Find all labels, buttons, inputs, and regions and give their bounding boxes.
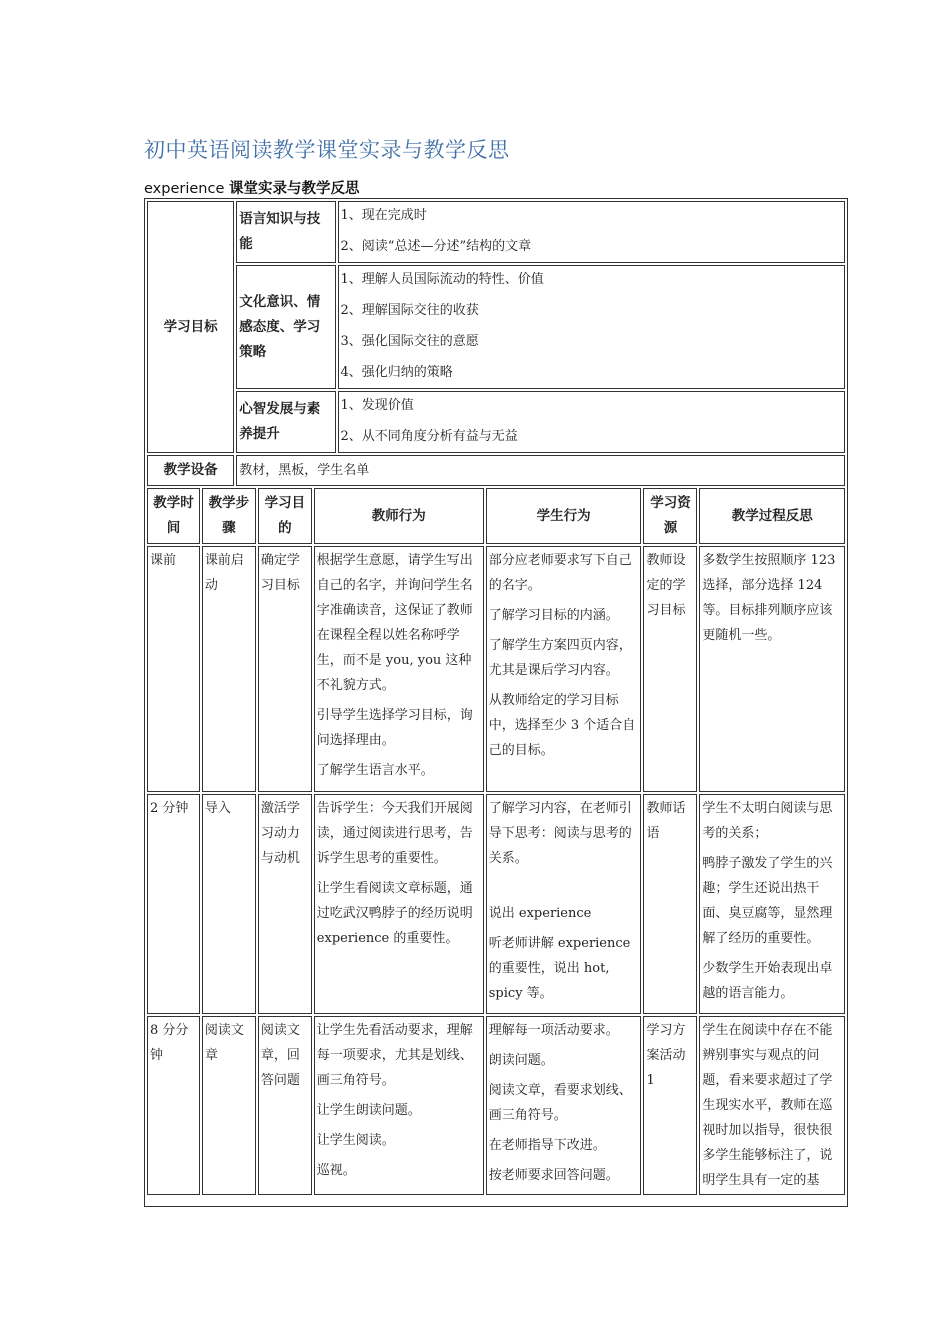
paragraph: 巡视。 (316, 1163, 356, 1178)
paragraph: 鸭脖子激发了学生的兴趣；学生还说出热干面、臭豆腐等，显然理解了经历的重要性。 (702, 856, 833, 946)
cell-teacher (314, 1016, 484, 1195)
cell-time: 2 分钟 (147, 794, 200, 1014)
goal-item: 3、强化国际交往的意愿 (340, 334, 479, 349)
paragraph: 少数学生开始表现出卓越的语言能力。 (702, 961, 833, 1001)
paragraph: 告诉学生：今天我们开展阅读，通过阅读进行思考，告诉学生思考的重要性。 (316, 801, 473, 866)
paragraph: 了解学生方案四页内容，尤其是课后学习内容。 (488, 638, 632, 678)
cell-resource: 教师设定的学习目标 (643, 546, 697, 792)
subtitle-english: experience (144, 181, 229, 197)
header-step: 教学步骤 (202, 488, 256, 544)
paragraph: 根据学生意愿，请学生写出自己的名字，并询问学生名字准确读音，这保证了教师在课程全程以姓名称呼学生，而不是 you, you 这种不礼貌方式。 (316, 553, 473, 693)
goals-label: 学习目标 (147, 201, 234, 453)
paragraph: 让学生先看活动要求，理解每一项要求，尤其是划线、画三角符号。 (316, 1023, 473, 1088)
header-time: 教学时间 (147, 488, 200, 544)
paragraph: 了解学习目标的内涵。 (488, 608, 619, 623)
paragraph: 了解学习内容，在老师引导下思考：阅读与思考的关系。 (488, 801, 632, 866)
cell-teacher (314, 546, 484, 792)
cell-purpose: 确定学习目标 (258, 546, 312, 792)
paragraph: 多数学生按照顺序 123 选择，部分选择 124 等。目标排列顺序应该更随机一些。 (702, 553, 836, 643)
cell-reflection (699, 546, 845, 792)
subtitle-chinese: 课堂实录与教学反思 (228, 181, 360, 197)
goal-items (338, 201, 845, 263)
document-title: 初中英语阅读教学课堂实录与教学反思 (144, 138, 510, 162)
paragraph: 朗读问题。 (488, 1053, 554, 1068)
goal-category: 语言知识与技能 (236, 201, 335, 263)
equipment-label: 教学设备 (147, 455, 234, 486)
paragraph: 听老师讲解 experience 的重要性，说出 hot, spicy 等。 (488, 936, 631, 1001)
cell-student (486, 794, 642, 1014)
paragraph: 学生在阅读中存在不能辨别事实与观点的问题，看来要求超过了学生现实水平，教师在巡视时加以指导，很快很多学生能够标注了，说明学生具有一定的基 (702, 1023, 833, 1188)
table-row (147, 546, 845, 792)
cell-purpose: 阅读文章，回答问题 (258, 1016, 312, 1195)
cell-purpose: 激活学习动力与动机 (258, 794, 312, 1014)
paragraph: 让学生朗读问题。 (316, 1103, 421, 1118)
cell-reflection (699, 1016, 845, 1195)
paragraph: 在老师指导下改进。 (488, 1138, 606, 1153)
cell-step: 阅读文章 (202, 1016, 256, 1195)
paragraph: 引导学生选择学习目标，询问选择理由。 (316, 708, 473, 748)
table-row (147, 794, 845, 1014)
goal-category: 心智发展与素养提升 (236, 391, 335, 453)
paragraph: 从教师给定的学习目标中，选择至少 3 个适合自己的目标。 (488, 693, 636, 758)
process-table (145, 486, 847, 1197)
goals-table (145, 199, 847, 488)
cell-step: 导入 (202, 794, 256, 1014)
cell-resource: 教师话语 (643, 794, 697, 1014)
paragraph: 让学生阅读。 (316, 1133, 395, 1148)
goal-item: 1、现在完成时 (340, 208, 427, 223)
paragraph: 理解每一项活动要求。 (488, 1023, 619, 1038)
paragraph: 阅读文章，看要求划线、画三角符号。 (488, 1083, 632, 1123)
cell-time: 课前 (147, 546, 200, 792)
cell-resource: 学习方案活动 1 (643, 1016, 697, 1195)
goal-item: 4、强化归纳的策略 (340, 365, 453, 380)
cell-student (486, 1016, 642, 1195)
paragraph: 让学生看阅读文章标题，通过吃武汉鸭脖子的经历说明 experience 的重要性。 (316, 881, 473, 946)
paragraph: 按老师要求回答问题。 (488, 1168, 619, 1183)
paragraph: 部分应老师要求写下自己的名字。 (488, 553, 632, 593)
goal-items (338, 265, 845, 389)
header-student: 学生行为 (486, 488, 642, 544)
header-teacher: 教师行为 (314, 488, 484, 544)
paragraph: 说出 experience (488, 906, 592, 921)
table-row (147, 1016, 845, 1195)
document-subtitle (144, 177, 359, 198)
cell-teacher (314, 794, 484, 1014)
cell-reflection (699, 794, 845, 1014)
equipment-value: 教材，黑板，学生名单 (236, 455, 845, 486)
cell-step: 课前启动 (202, 546, 256, 792)
cell-time: 8 分分钟 (147, 1016, 200, 1195)
goal-item: 1、理解人员国际流动的特性、价值 (340, 272, 544, 287)
header-reflection: 教学过程反思 (699, 488, 845, 544)
header-resource: 学习资源 (643, 488, 697, 544)
paragraph: 了解学生语言水平。 (316, 763, 434, 778)
goal-item: 2、从不同角度分析有益与无益 (340, 429, 518, 444)
goal-item: 2、理解国际交往的收获 (340, 303, 479, 318)
goal-item: 1、发现价值 (340, 398, 414, 413)
header-purpose: 学习目的 (258, 488, 312, 544)
goal-item: 2、阅读“总述—分述”结构的文章 (340, 239, 532, 254)
goal-category: 文化意识、情感态度、学习策略 (236, 265, 335, 389)
cell-student (486, 546, 642, 792)
paragraph: 学生不太明白阅读与思考的关系； (702, 801, 833, 841)
goal-items (338, 391, 845, 453)
